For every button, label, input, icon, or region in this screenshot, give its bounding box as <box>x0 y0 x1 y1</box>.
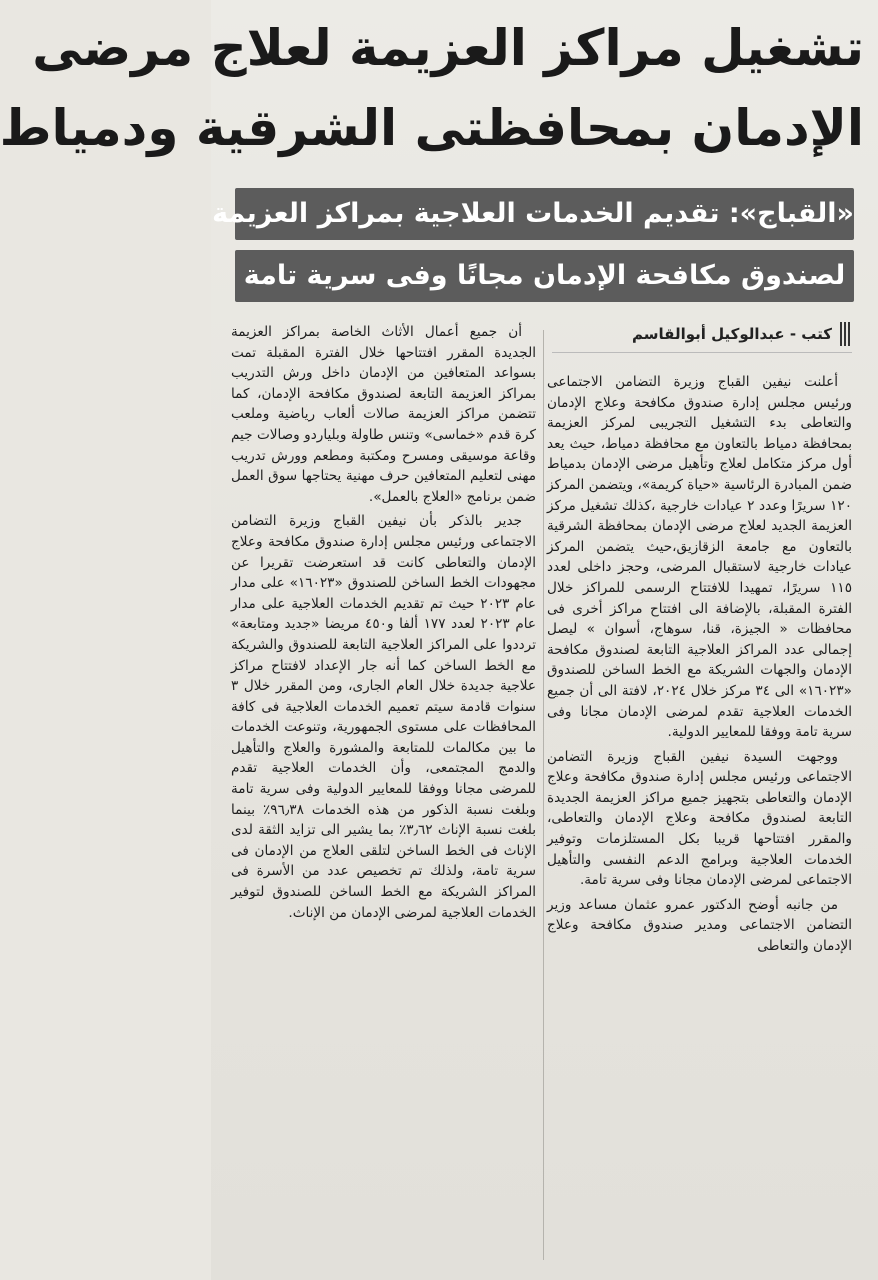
paragraph: أن جميع أعمال الأثاث الخاصة بمراكز العزيمة الجديدة المقرر افتتاحها خلال الفترة المقبلة تمت بسواعد المتعافين من الإدمان داخل ورش التدريب بمراكز العزيمة التابعة لصندوق مكافحة الإدمان، كما تتضمن مراكز العزيمة صالات ألعاب رياضية وملعب كرة قدم «خماسى» وتنس طاولة وبلياردو وصالات جيم وقاعة موسيقى ومسرح ومكتبة ومطعم وورش تدريب مهنى لتعليم المتعافين حرف مهنية يحتاجها سوق العمل ضمن برنامج «العلاج بالعمل». <box>231 324 536 505</box>
column-divider <box>543 330 544 1260</box>
byline-bars-icon <box>840 322 852 346</box>
article-column-right <box>547 372 852 1272</box>
paragraph: ووجهت السيدة نيفين القباج وزيرة التضامن الاجتماعى ورئيس مجلس إدارة صندوق مكافحة وعلاج الإدمان والتعاطى بتجهيز جميع مراكز العزيمة الجديدة التابعة لصندوق مكافحة وعلاج الإدمان والتعاطى، والمقرر افتتاحها قريبا بكل المستلزمات وتوفير الخدمات العلاجية وبرامج الدعم النفسى والتأهيل الاجتماعى لمرضى الإدمان مجانا وفى سرية تامة. <box>547 748 852 889</box>
subheadline-line-1: «القباج»: تقديم الخدمات العلاجية بمراكز العزيمة <box>235 188 854 240</box>
paragraph: جدير بالذكر بأن نيفين القباج وزيرة التضامن الاجتماعى ورئيس مجلس إدارة صندوق مكافحة وعلاج الإدمان والتعاطى كانت قد استعرضت تقريرا عن مجهودات الخط الساخن للصندوق «١٦٠٢٣» على مدار عام ٢٠٢٣ حيث تم تقديم الخدمات العلاجية على مدار عام ٢٠٢٣ لعدد ١٧٧ ألفا و٤٥٠ مريضا «جديد ومتابعة» ترددوا على المراكز العلاجية التابعة للصندوق والشريكة مع الخط الساخن كما أنه جار الإعداد لافتتاح مراكز علاجية جديدة خلال العام الجارى، ومن المقرر خلال ٣ سنوات قادمة سيتم تعميم الخدمات العلاجية فى كافة المحافظات على مستوى الجمهورية، وتنوعت الخدمات ما بين مكالمات للمتابعة والمشورة والعلاج والتأهيل والدمج المجتمعى، وأن الخدمات العلاجية تقدم للمرضى مجانا ووفقا للمعايير الدولية وفى سرية تامة وبلغت نسبة الذكور من هذه الخدمات ٩٦٫٣٨٪ بينما بلغت نسبة الإناث ٣٫٦٢٪ بما يشير الى تزايد الثقة لدى الإناث فى الخط الساخن لتلقى العلاج من الإدمان فى سرية تامة، ولذلك تم تخصيص عدد من الأسرة فى المراكز الشريكة مع الخط الساخن للصندوق لتوفير الخدمات العلاجية لمرضى الإدمان من الإناث. <box>231 513 537 921</box>
paragraph: أعلنت نيفين القباج وزيرة التضامن الاجتماعى ورئيس مجلس إدارة صندوق مكافحة وعلاج الإدمان والتعاطى بدء التشغيل التجريبى لمركز العزيمة بمحافظة دمياط بالتعاون مع محافظة دمياط، حيث يعد أول مركز متكامل لعلاج وتأهيل مرضى الإدمان بدمياط ضمن المبادرة الرئاسية «حياة كريمة»، ويتضمن المركز ١٢٠ سريرًا وعدد ٢ عيادات خارجية ،كذلك تشغيل مركز العزيمة الجديد لعلاج مرضى الإدمان بمحافظة الشرقية بالتعاون مع جامعة الزقازيق،حيث يتضمن المركز عيادات خارجية لاستقبال المرضى، وحجز داخلى لعدد ١١٥ سريرًا، تمهيدا للافتتاح الرسمى للمراكز خلال الفترة المقبلة، بالإضافة الى افتتاح مراكز أخرى فى محافظات « الجيزة، قنا، سوهاج، أسوان » ليصل إجمالى عدد المراكز العلاجية التابعة لصندوق مكافحة الإدمان والجهات الشريكة مع الخط الساخن للصندوق «١٦٠٢٣» الى ٣٤ مركز خلال ٢٠٢٤، لافتة الى أن جميع الخدمات العلاجية تقدم لمرضى الإدمان مجانا وفى سرية تامة ووفقا للمعايير الدولية. <box>547 374 852 741</box>
headline-line-2: الإدمان بمحافظتى الشرقية ودمياط <box>0 99 864 157</box>
subheadline-line-2: لصندوق مكافحة الإدمان مجانًا وفى سرية تامة <box>235 250 854 302</box>
headline-line-1: تشغيل مراكز العزيمة لعلاج مرضى <box>32 19 864 77</box>
byline-text: كتب - عبدالوكيل أبوالقاسم <box>632 325 832 343</box>
article-column-left <box>231 322 536 1272</box>
paragraph: من جانبه أوضح الدكتور عمرو عثمان مساعد وزير التضامن الاجتماعى ومدير صندوق مكافحة وعلاج الإدمان والتعاطى <box>547 896 852 955</box>
byline <box>552 316 852 353</box>
